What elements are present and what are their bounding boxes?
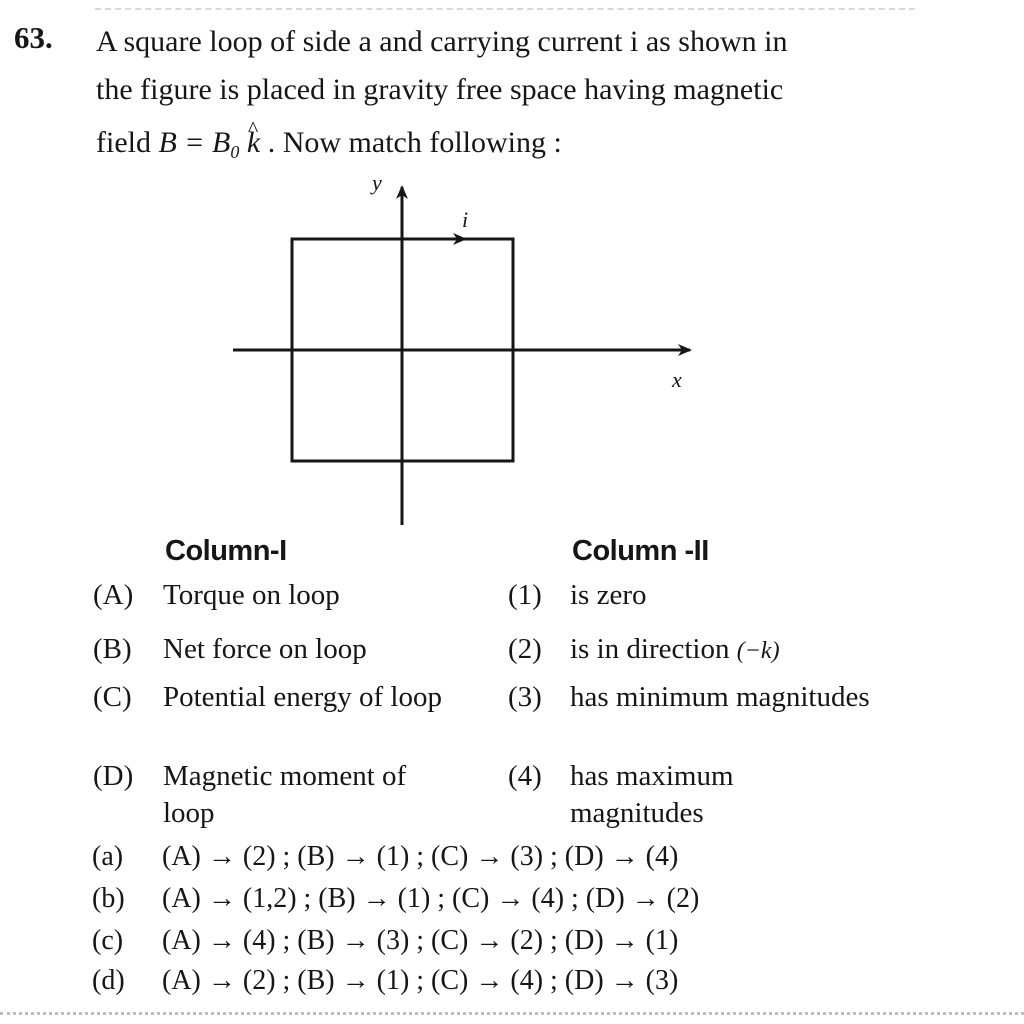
item-text-group (570, 631, 930, 670)
bottom-cutoff-divider (0, 1012, 1024, 1015)
question-stem (96, 18, 926, 176)
k-hat-symbol: ^ k (247, 119, 260, 167)
stem-line-3-end: . Now match following : (267, 126, 562, 159)
option-text: (A) → (2) ; (B) → (1) ; (C) → (3) ; (D) → (4) (162, 841, 679, 872)
item-text: Net force on loop (163, 633, 367, 665)
option-tag: (c) (92, 925, 124, 956)
item-tag: (3) (508, 681, 542, 713)
stem-line-2: the figure is placed in gravity free space having magnetic (96, 73, 784, 106)
option-tag: (b) (92, 883, 125, 914)
x-axis-label: x (672, 367, 682, 392)
item-text: Potential energy of loop (163, 681, 442, 713)
option-tag: (d) (92, 965, 125, 996)
field-subscript: 0 (230, 142, 240, 162)
question-number: 63. (14, 20, 53, 55)
column-2-header: Column -II (572, 535, 709, 567)
item-tag: (B) (93, 633, 132, 665)
option-text: (A) → (4) ; (B) → (3) ; (C) → (2) ; (D) → (1) (162, 925, 679, 956)
item-tag: (1) (508, 579, 542, 611)
current-label: i (462, 207, 469, 232)
option-tag: (a) (92, 841, 124, 872)
top-divider (95, 8, 915, 10)
stem-field-word: field (96, 126, 151, 159)
field-equation: B = B (158, 126, 231, 159)
item-text: Magnetic moment of loop (163, 760, 407, 829)
item-tag: (2) (508, 633, 542, 665)
option-text: (A) → (1,2) ; (B) → (1) ; (C) → (4) ; (D) → (2) (162, 883, 700, 914)
stem-line-1: A square loop of side a and carrying current i as shown in (96, 25, 788, 58)
y-axis-label: y (372, 170, 382, 195)
minus-k-hat: (−k) (736, 638, 780, 664)
item-tag: (C) (93, 681, 132, 713)
loop-figure (225, 165, 705, 535)
item-text: is in direction (570, 633, 730, 665)
item-tag: (4) (508, 760, 542, 792)
item-tag: (A) (93, 579, 134, 611)
item-tag: (D) (93, 760, 134, 792)
item-text: has maximum magnitudes (570, 760, 734, 829)
item-text: Torque on loop (163, 579, 340, 611)
column-1-header: Column-I (165, 535, 287, 567)
item-text: has minimum magnitudes (570, 681, 870, 713)
option-text: (A) → (2) ; (B) → (1) ; (C) → (4) ; (D) → (3) (162, 965, 679, 996)
item-text: is zero (570, 579, 647, 611)
